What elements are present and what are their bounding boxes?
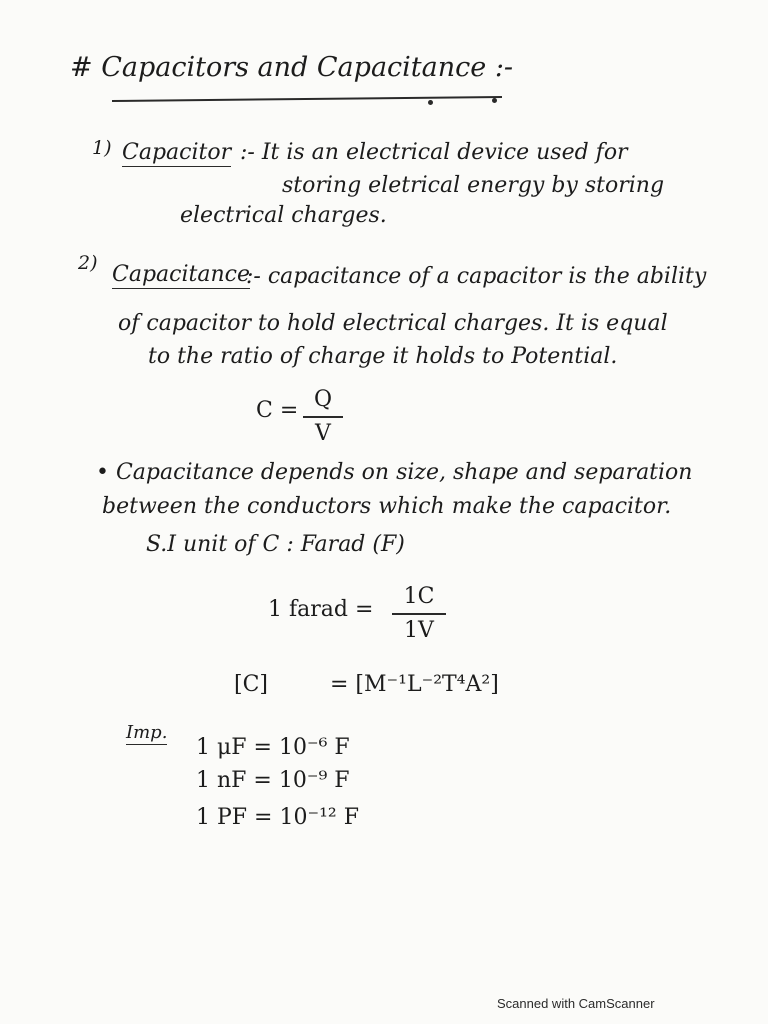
- farad-numerator: 1C: [403, 584, 435, 609]
- capacitor-definition-line-3: electrical charges.: [180, 203, 387, 228]
- prefix-row-nano: 1 nF = 10⁻⁹ F: [196, 768, 350, 793]
- formula-denominator: V: [315, 420, 331, 446]
- ink-dot: [492, 98, 497, 103]
- formula-fraction: [303, 386, 343, 448]
- dimension-rhs: = [M⁻¹L⁻²T⁴A²]: [330, 672, 499, 697]
- farad-fraction: [392, 583, 446, 645]
- capacitance-term: Capacitance: [112, 262, 250, 287]
- dependence-line-2: between the conductors which make the capacitor.: [102, 494, 672, 519]
- imp-label: Imp.: [126, 722, 168, 743]
- item-number-2: 2): [78, 252, 98, 274]
- item-number-1: 1): [92, 137, 112, 159]
- capacitor-term: Capacitor: [122, 140, 232, 165]
- capacitor-definition-line-2: storing eletrical energy by storing: [282, 173, 665, 198]
- capacitance-definition-line-1: :- capacitance of a capacitor is the ability: [246, 264, 707, 289]
- farad-definition-lhs: 1 farad =: [268, 597, 374, 622]
- dimension-lhs: [C]: [234, 672, 268, 697]
- fraction-bar: [303, 416, 343, 418]
- prefix-row-pico: 1 PF = 10⁻¹² F: [196, 805, 359, 830]
- scanner-watermark: Scanned with CamScanner: [497, 996, 655, 1011]
- dependence-line-1: • Capacitance depends on size, shape and separation: [96, 460, 693, 485]
- ink-dot: [428, 100, 433, 105]
- title-underline: [112, 96, 502, 102]
- capacitance-definition-line-2: of capacitor to hold electrical charges. It is equal: [118, 311, 668, 336]
- page-title: # Capacitors and Capacitance :-: [70, 52, 514, 83]
- capacitance-definition-line-3: to the ratio of charge it holds to Potential.: [148, 344, 618, 369]
- prefix-row-micro: 1 μF = 10⁻⁶ F: [196, 735, 350, 760]
- capacitor-definition-line-1: :- It is an electrical device used for: [240, 140, 628, 165]
- formula-numerator: Q: [313, 387, 333, 412]
- fraction-bar: [392, 613, 446, 615]
- farad-denominator: 1V: [404, 617, 434, 643]
- formula-lhs: C =: [256, 398, 299, 423]
- si-unit-line: S.I unit of C : Farad (F): [146, 532, 405, 557]
